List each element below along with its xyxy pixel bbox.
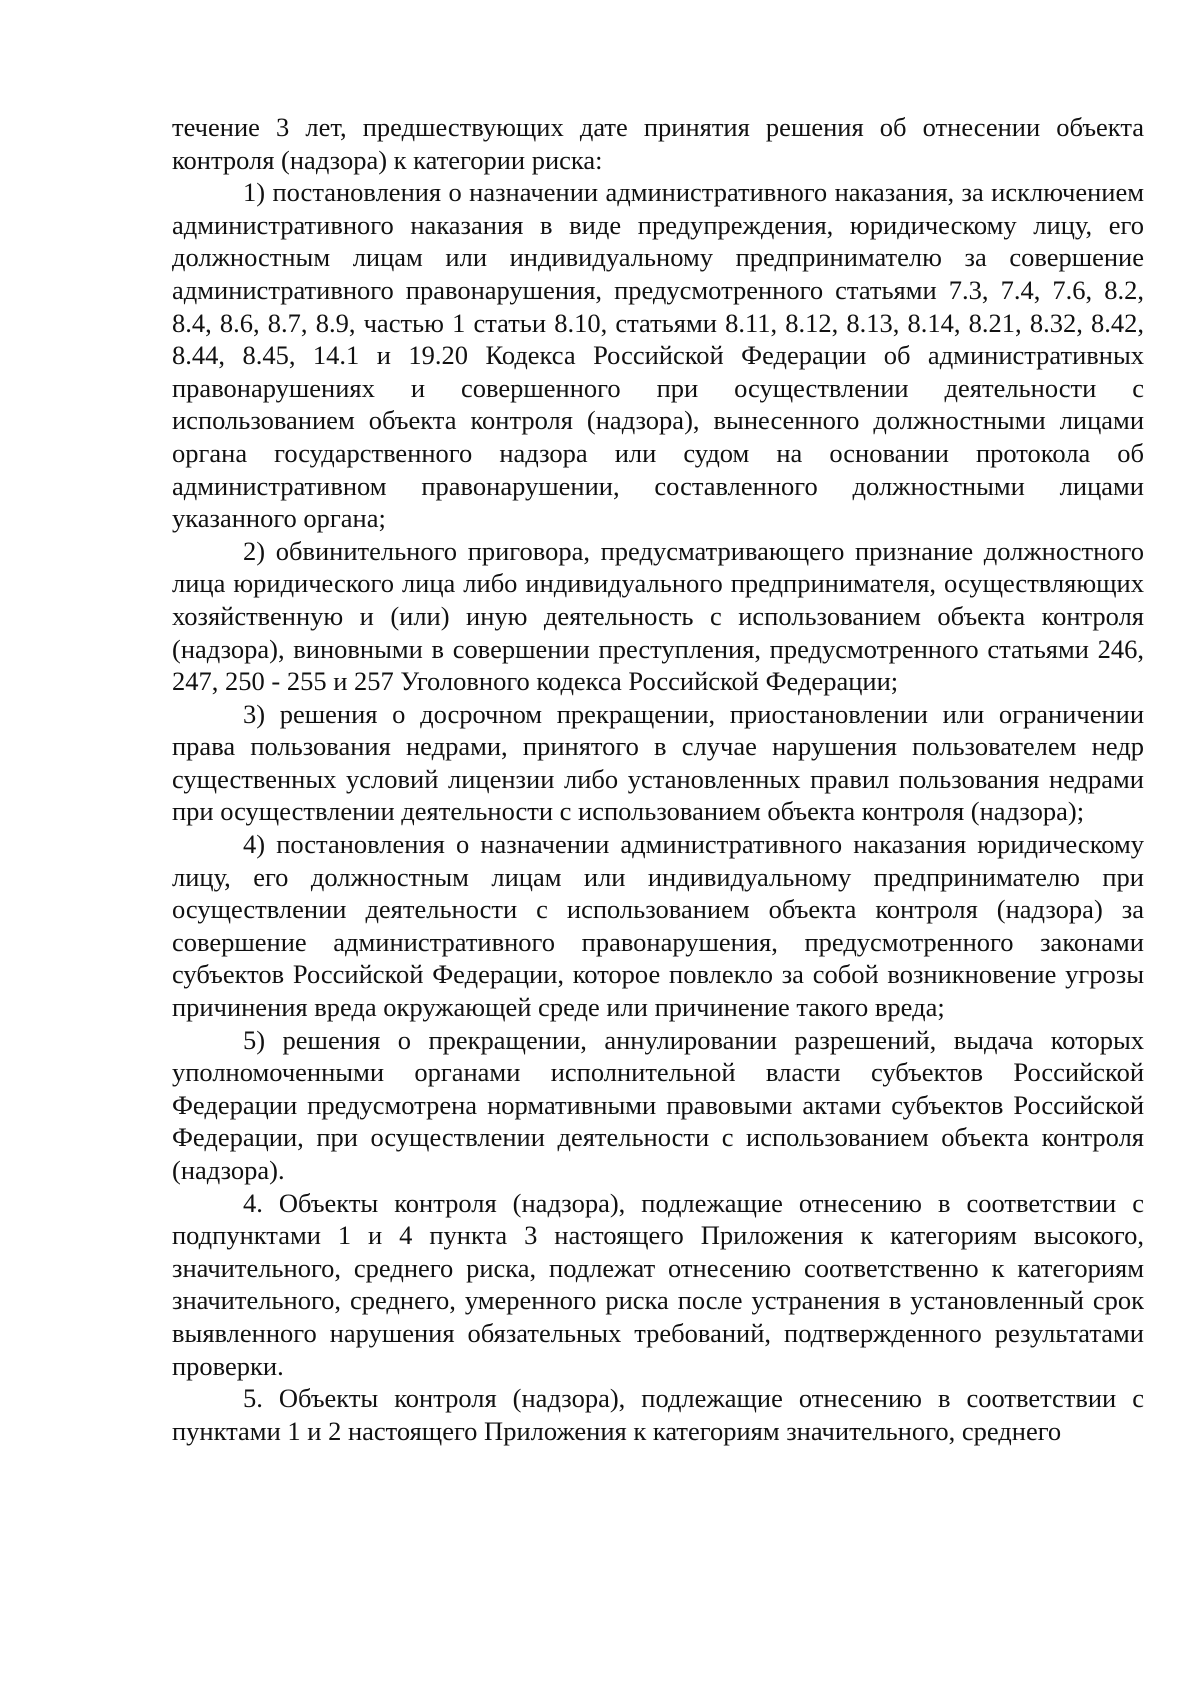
paragraph-item-4: 4) постановления о назначении административного наказания юридическому лицу, его должностным лицам или индивидуальному предпринимателю при осуществлении деятельности с использованием объекта контроля (надзора) за совершение административного правонарушения, предусмотренного законами субъектов Российской Федерации, которое повлекло за собой возникновение угрозы причинения вреда окружающей среде или причинение такого вреда; [172,829,1144,1023]
paragraph-item-2: 2) обвинительного приговора, предусматривающего признание должностного лица юридического лица либо индивидуального предпринимателя, осуществляющих хозяйственную и (или) иную деятельность с использованием объекта контроля (надзора), виновными в совершении преступления, предусмотренного статьями 246, 247, 250 - 255 и 257 Уголовного кодекса Российской Федерации; [172,535,1144,697]
document-page [172,111,1144,1447]
paragraph-item-3: 3) решения о досрочном прекращении, приостановлении или ограничении права пользования недрами, принятого в случае нарушения пользователем недр существенных условий лицензии либо установленных правил пользования недрами при осуществлении деятельности с использованием объекта контроля (надзора); [172,698,1144,827]
paragraph-item-5: 5) решения о прекращении, аннулировании разрешений, выдача которых уполномоченными органами исполнительной власти субъектов Российской Федерации предусмотрена нормативными правовыми актами субъектов Российской Федерации, при осуществлении деятельности с использованием объекта контроля (надзора). [172,1024,1144,1185]
paragraph-item-1: 1) постановления о назначении административного наказания, за исключением административного наказания в виде предупреждения, юридическому лицу, его должностным лицам или индивидуальному предпринимателю за совершение административного правонарушения, предусмотренного статьями 7.3, 7.4, 7.6, 8.2, 8.4, 8.6, 8.7, 8.9, частью 1 статьи 8.10, статьями 8.11, 8.12, 8.13, 8.14, 8.21, 8.32, 8.42, 8.44, 8.45, 14.1 и 19.20 Кодекса Российской Федерации об административных правонарушениях и совершенного при осуществлении деятельности с использованием объекта контроля (надзора), вынесенного должностными лицами органа государственного надзора или судом на основании протокола об административном правонарушении, составленного должностными лицами указанного органа; [172,177,1144,534]
paragraph-point-5: 5. Объекты контроля (надзора), подлежащие отнесению в соответствии с пунктами 1 и 2 настоящего Приложения к категориям значительного, среднего [172,1383,1144,1446]
paragraph-continuation: течение 3 лет, предшествующих дате принятия решения об отнесении объекта контроля (надзора) к категории риска: [172,112,1144,175]
paragraph-point-4: 4. Объекты контроля (надзора), подлежащие отнесению в соответствии с подпунктами 1 и 4 пункта 3 настоящего Приложения к категориям высокого, значительного, среднего риска, подлежат отнесению соответственно к категориям значительного, среднего, умеренного риска после устранения в установленный срок выявленного нарушения обязательных требований, подтвержденного результатами проверки. [172,1187,1144,1381]
